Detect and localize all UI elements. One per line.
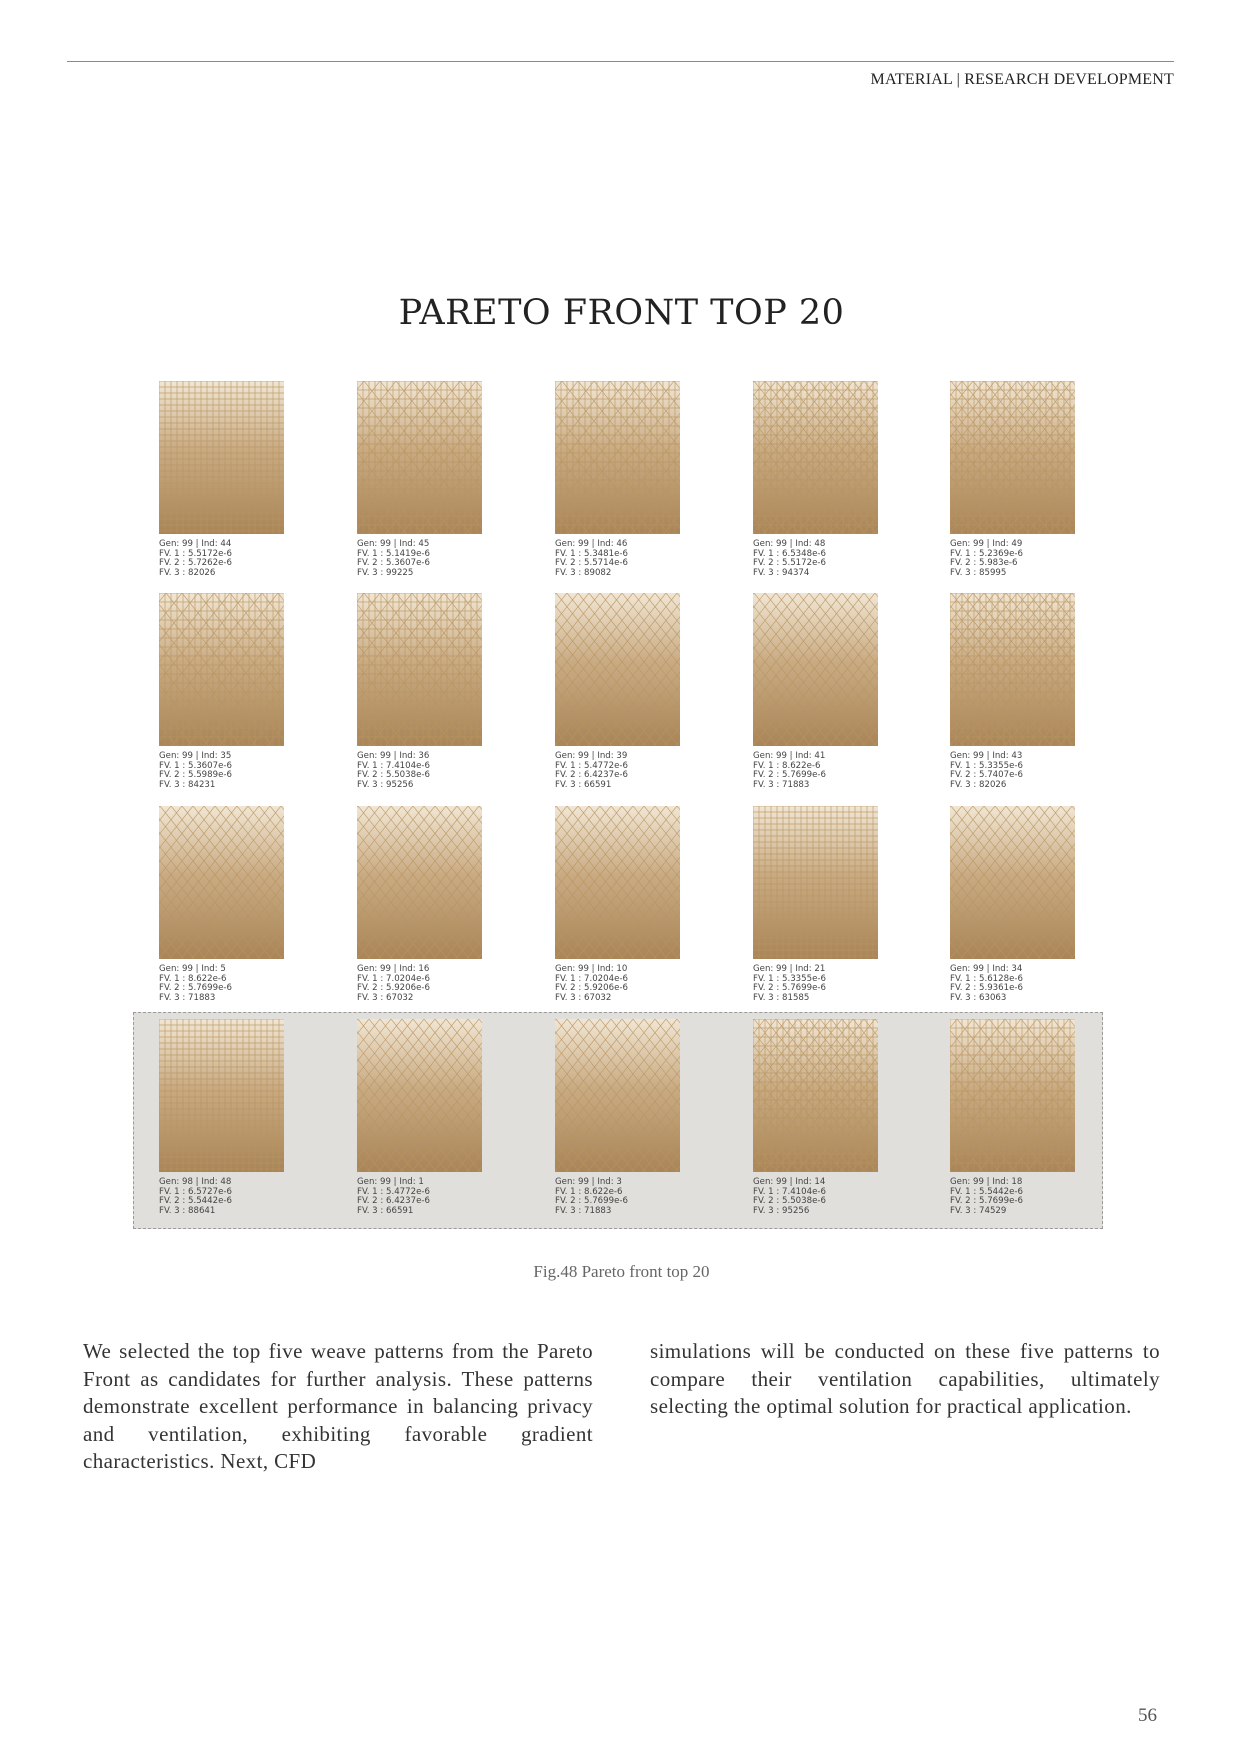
weave-pattern-image <box>357 1019 482 1172</box>
pattern-card <box>753 381 878 578</box>
pattern-gen-ind-label: Gen: 99 | Ind: 48 <box>753 539 826 549</box>
pattern-fv3: FV. 3 : 88641 <box>159 1205 216 1216</box>
page-number: 56 <box>1138 1705 1157 1726</box>
pattern-caption <box>753 752 878 790</box>
pattern-fv2: FV. 2 : 5.3607e-6 <box>357 558 430 569</box>
pattern-caption <box>159 752 284 790</box>
pattern-fv3: FV. 3 : 71883 <box>159 992 216 1003</box>
pattern-fv1: FV. 1 : 7.4104e-6 <box>753 1186 826 1197</box>
pattern-gen-ind-label: Gen: 99 | Ind: 46 <box>555 539 628 549</box>
pattern-card <box>950 381 1075 578</box>
pattern-card <box>555 1019 680 1216</box>
weave-pattern-image <box>159 806 284 959</box>
pattern-gen-ind-label: Gen: 99 | Ind: 34 <box>950 964 1023 974</box>
pattern-gen-ind-label: Gen: 99 | Ind: 43 <box>950 751 1023 761</box>
pattern-fv2: FV. 2 : 5.5989e-6 <box>159 770 232 781</box>
pattern-card <box>753 806 878 1003</box>
pattern-fv2: FV. 2 : 5.7407e-6 <box>950 770 1023 781</box>
pattern-fv3: FV. 3 : 66591 <box>555 779 612 790</box>
pattern-fv2: FV. 2 : 5.7699e-6 <box>753 770 826 781</box>
pattern-fv1: FV. 1 : 5.4772e-6 <box>357 1186 430 1197</box>
weave-pattern-image <box>555 1019 680 1172</box>
weave-pattern-image <box>357 593 482 746</box>
weave-pattern-image <box>159 1019 284 1172</box>
weave-pattern-image <box>357 806 482 959</box>
pattern-fv1: FV. 1 : 5.6128e-6 <box>950 973 1023 984</box>
pattern-card <box>555 381 680 578</box>
pattern-gen-ind-label: Gen: 99 | Ind: 10 <box>555 964 628 974</box>
section-header: MATERIAL | RESEARCH DEVELOPMENT <box>870 71 1174 88</box>
pattern-gen-ind-label: Gen: 99 | Ind: 45 <box>357 539 430 549</box>
pattern-fv1: FV. 1 : 5.3355e-6 <box>753 973 826 984</box>
weave-pattern-image <box>555 381 680 534</box>
pattern-fv3: FV. 3 : 63063 <box>950 992 1007 1003</box>
pattern-card <box>753 1019 878 1216</box>
pattern-card <box>159 1019 284 1216</box>
pattern-gen-ind-label: Gen: 99 | Ind: 5 <box>159 964 226 974</box>
body-text-left: We selected the top five weave patterns from the Pareto Front as candidates for further analysis. These patterns demonstrate excellent performance in balancing privacy and ventilation, exhibiting favorable gradient characteristics. Next, CFD <box>83 1339 593 1473</box>
pattern-fv3: FV. 3 : 99225 <box>357 567 414 578</box>
pattern-card <box>159 381 284 578</box>
pattern-fv2: FV. 2 : 5.7699e-6 <box>159 983 232 994</box>
pattern-fv3: FV. 3 : 81585 <box>753 992 810 1003</box>
pattern-fv2: FV. 2 : 5.7699e-6 <box>555 1196 628 1207</box>
pattern-fv1: FV. 1 : 5.3481e-6 <box>555 548 628 559</box>
pattern-fv3: FV. 3 : 95256 <box>357 779 414 790</box>
pattern-fv3: FV. 3 : 85995 <box>950 567 1007 578</box>
pattern-caption <box>555 1178 680 1216</box>
pattern-card <box>555 593 680 790</box>
pattern-caption <box>950 965 1075 1003</box>
pattern-fv3: FV. 3 : 82026 <box>159 567 216 578</box>
pattern-caption <box>159 1178 284 1216</box>
pattern-caption <box>159 965 284 1003</box>
pattern-fv2: FV. 2 : 5.5714e-6 <box>555 558 628 569</box>
pattern-caption <box>950 752 1075 790</box>
pattern-gen-ind-label: Gen: 99 | Ind: 41 <box>753 751 826 761</box>
pattern-caption <box>159 540 284 578</box>
weave-pattern-image <box>555 593 680 746</box>
pattern-card <box>950 806 1075 1003</box>
pattern-fv1: FV. 1 : 7.4104e-6 <box>357 760 430 771</box>
pattern-card <box>555 806 680 1003</box>
figure-title: PARETO FRONT TOP 20 <box>398 293 845 333</box>
pattern-gen-ind-label: Gen: 99 | Ind: 14 <box>753 1177 826 1187</box>
pattern-fv1: FV. 1 : 5.2369e-6 <box>950 548 1023 559</box>
weave-pattern-image <box>159 593 284 746</box>
pattern-caption <box>753 965 878 1003</box>
pattern-caption <box>357 752 482 790</box>
weave-pattern-image <box>950 593 1075 746</box>
pattern-gen-ind-label: Gen: 99 | Ind: 3 <box>555 1177 622 1187</box>
pattern-fv2: FV. 2 : 5.7699e-6 <box>950 1196 1023 1207</box>
pattern-fv1: FV. 1 : 5.3355e-6 <box>950 760 1023 771</box>
pattern-caption <box>555 540 680 578</box>
pattern-fv3: FV. 3 : 71883 <box>555 1205 612 1216</box>
pattern-fv1: FV. 1 : 8.622e-6 <box>753 760 821 771</box>
pattern-fv2: FV. 2 : 6.4237e-6 <box>357 1196 430 1207</box>
pattern-fv1: FV. 1 : 6.5348e-6 <box>753 548 826 559</box>
pattern-caption <box>950 1178 1075 1216</box>
pattern-fv2: FV. 2 : 5.983e-6 <box>950 558 1018 569</box>
pattern-fv1: FV. 1 : 5.5442e-6 <box>950 1186 1023 1197</box>
pattern-fv1: FV. 1 : 5.1419e-6 <box>357 548 430 559</box>
pattern-fv2: FV. 2 : 5.5442e-6 <box>159 1196 232 1207</box>
pattern-card <box>753 593 878 790</box>
pattern-gen-ind-label: Gen: 99 | Ind: 39 <box>555 751 628 761</box>
weave-pattern-image <box>753 806 878 959</box>
weave-pattern-image <box>753 593 878 746</box>
pattern-fv2: FV. 2 : 5.9206e-6 <box>357 983 430 994</box>
header-rule <box>67 61 1174 62</box>
pattern-fv3: FV. 3 : 66591 <box>357 1205 414 1216</box>
pattern-fv1: FV. 1 : 5.3607e-6 <box>159 760 232 771</box>
weave-pattern-image <box>357 381 482 534</box>
pattern-gen-ind-label: Gen: 99 | Ind: 16 <box>357 964 430 974</box>
pattern-fv3: FV. 3 : 94374 <box>753 567 810 578</box>
pattern-fv3: FV. 3 : 67032 <box>357 992 414 1003</box>
pattern-caption <box>357 540 482 578</box>
pattern-fv2: FV. 2 : 5.9361e-6 <box>950 983 1023 994</box>
pattern-fv2: FV. 2 : 5.5172e-6 <box>753 558 826 569</box>
pattern-caption <box>753 540 878 578</box>
pattern-fv2: FV. 2 : 5.5038e-6 <box>753 1196 826 1207</box>
pattern-caption <box>357 965 482 1003</box>
weave-pattern-image <box>950 381 1075 534</box>
pattern-gen-ind-label: Gen: 99 | Ind: 49 <box>950 539 1023 549</box>
pattern-gen-ind-label: Gen: 99 | Ind: 44 <box>159 539 232 549</box>
pattern-fv1: FV. 1 : 5.5172e-6 <box>159 548 232 559</box>
pattern-caption <box>555 965 680 1003</box>
body-text-right: simulations will be conducted on these five patterns to compare their ventilation capabilities, ultimately selecting the optimal solution for practical application. <box>650 1339 1160 1418</box>
pattern-card <box>950 593 1075 790</box>
pattern-fv2: FV. 2 : 5.7262e-6 <box>159 558 232 569</box>
pattern-fv2: FV. 2 : 5.7699e-6 <box>753 983 826 994</box>
pattern-fv2: FV. 2 : 6.4237e-6 <box>555 770 628 781</box>
pattern-card <box>159 806 284 1003</box>
pattern-fv3: FV. 3 : 89082 <box>555 567 612 578</box>
pattern-card <box>357 806 482 1003</box>
pattern-gen-ind-label: Gen: 99 | Ind: 35 <box>159 751 232 761</box>
pattern-fv3: FV. 3 : 82026 <box>950 779 1007 790</box>
pattern-card <box>357 593 482 790</box>
pattern-caption <box>357 1178 482 1216</box>
weave-pattern-image <box>950 806 1075 959</box>
pattern-fv2: FV. 2 : 5.9206e-6 <box>555 983 628 994</box>
weave-pattern-image <box>555 806 680 959</box>
pattern-gen-ind-label: Gen: 99 | Ind: 36 <box>357 751 430 761</box>
pattern-fv3: FV. 3 : 84231 <box>159 779 216 790</box>
pattern-fv3: FV. 3 : 67032 <box>555 992 612 1003</box>
pattern-card <box>357 1019 482 1216</box>
pattern-fv2: FV. 2 : 5.5038e-6 <box>357 770 430 781</box>
pattern-caption <box>555 752 680 790</box>
pattern-fv1: FV. 1 : 7.0204e-6 <box>357 973 430 984</box>
pattern-fv1: FV. 1 : 5.4772e-6 <box>555 760 628 771</box>
pattern-card <box>950 1019 1075 1216</box>
pattern-fv1: FV. 1 : 7.0204e-6 <box>555 973 628 984</box>
figure-caption: Fig.48 Pareto front top 20 <box>533 1262 710 1281</box>
pattern-card <box>357 381 482 578</box>
pattern-fv3: FV. 3 : 71883 <box>753 779 810 790</box>
pattern-fv1: FV. 1 : 6.5727e-6 <box>159 1186 232 1197</box>
weave-pattern-image <box>159 381 284 534</box>
weave-pattern-image <box>950 1019 1075 1172</box>
pattern-gen-ind-label: Gen: 99 | Ind: 21 <box>753 964 826 974</box>
pattern-caption <box>753 1178 878 1216</box>
pattern-card <box>159 593 284 790</box>
weave-pattern-image <box>753 381 878 534</box>
pattern-gen-ind-label: Gen: 98 | Ind: 48 <box>159 1177 232 1187</box>
weave-pattern-image <box>753 1019 878 1172</box>
pattern-gen-ind-label: Gen: 99 | Ind: 18 <box>950 1177 1023 1187</box>
pattern-fv1: FV. 1 : 8.622e-6 <box>555 1186 623 1197</box>
pattern-gen-ind-label: Gen: 99 | Ind: 1 <box>357 1177 424 1187</box>
pattern-fv1: FV. 1 : 8.622e-6 <box>159 973 227 984</box>
pattern-fv3: FV. 3 : 95256 <box>753 1205 810 1216</box>
pattern-caption <box>950 540 1075 578</box>
pattern-fv3: FV. 3 : 74529 <box>950 1205 1007 1216</box>
